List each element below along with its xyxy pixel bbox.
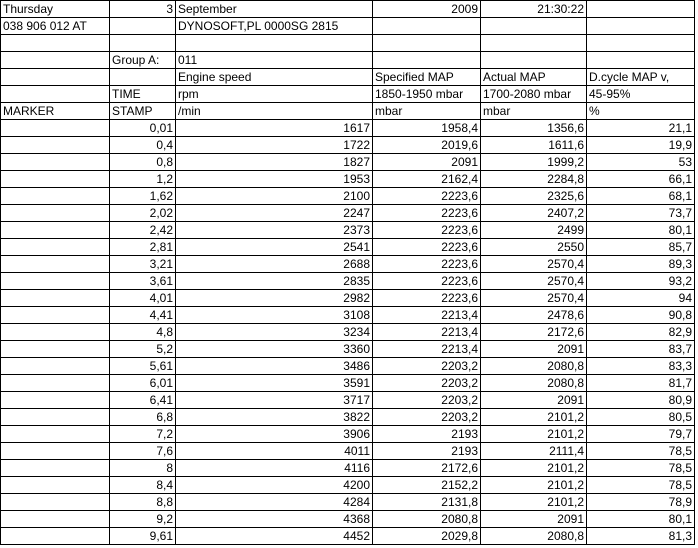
engine-speed-cell[interactable]: 1617 bbox=[176, 120, 373, 137]
mbar-unit-cell[interactable]: mbar bbox=[373, 103, 481, 120]
actual-map-cell[interactable]: 2091 bbox=[481, 341, 587, 358]
actual-map-cell[interactable]: 2101,2 bbox=[481, 460, 587, 477]
engine-speed-cell[interactable]: 2100 bbox=[176, 188, 373, 205]
specified-map-cell[interactable]: 2203,2 bbox=[373, 375, 481, 392]
time-stamp-cell[interactable]: 7,6 bbox=[110, 443, 176, 460]
actual-range-cell[interactable]: 1700-2080 mbar bbox=[481, 86, 587, 103]
actual-map-cell[interactable]: 2101,2 bbox=[481, 494, 587, 511]
group-row bbox=[1, 52, 695, 69]
marker-cell[interactable] bbox=[1, 273, 110, 290]
column-header-cell[interactable] bbox=[1, 86, 110, 103]
duty-cycle-cell[interactable]: 90,8 bbox=[587, 307, 695, 324]
time-stamp-cell[interactable]: 9,2 bbox=[110, 511, 176, 528]
engine-speed-cell[interactable]: 3486 bbox=[176, 358, 373, 375]
table-row bbox=[1, 205, 695, 222]
engine-speed-cell[interactable]: 2541 bbox=[176, 239, 373, 256]
table-row bbox=[1, 120, 695, 137]
empty-cell[interactable] bbox=[587, 1, 695, 18]
engine-speed-cell[interactable]: 4452 bbox=[176, 528, 373, 545]
empty-cell[interactable] bbox=[373, 52, 481, 69]
specified-map-cell[interactable]: 2019,6 bbox=[373, 137, 481, 154]
specified-map-cell[interactable]: 2080,8 bbox=[373, 511, 481, 528]
specified-map-cell[interactable]: 2213,4 bbox=[373, 307, 481, 324]
specified-map-cell[interactable]: 2213,4 bbox=[373, 324, 481, 341]
engine-speed-cell[interactable]: 1722 bbox=[176, 137, 373, 154]
actual-map-cell[interactable]: 2172,6 bbox=[481, 324, 587, 341]
header-row-part bbox=[1, 18, 695, 35]
time-stamp-cell[interactable]: 2,02 bbox=[110, 205, 176, 222]
table-row bbox=[1, 494, 695, 511]
table-row bbox=[1, 273, 695, 290]
percent-unit-cell[interactable]: % bbox=[587, 103, 695, 120]
marker-cell[interactable] bbox=[1, 409, 110, 426]
actual-map-cell[interactable]: 2111,4 bbox=[481, 443, 587, 460]
per-min-unit-cell[interactable]: /min bbox=[176, 103, 373, 120]
group-label-cell[interactable]: Group A: bbox=[110, 52, 176, 69]
day-cell[interactable]: Thursday bbox=[1, 1, 110, 18]
engine-speed-cell[interactable]: 4200 bbox=[176, 477, 373, 494]
software-cell[interactable]: DYNOSOFT,PL 0000SG 2815 bbox=[176, 18, 373, 35]
table-row bbox=[1, 290, 695, 307]
engine-speed-cell[interactable]: 4284 bbox=[176, 494, 373, 511]
duty-cycle-cell[interactable]: 81,7 bbox=[587, 375, 695, 392]
specified-map-header[interactable]: Specified MAP bbox=[373, 69, 481, 86]
marker-cell[interactable] bbox=[1, 154, 110, 171]
column-header-cell[interactable] bbox=[110, 69, 176, 86]
time-stamp-cell[interactable]: 5,61 bbox=[110, 358, 176, 375]
engine-speed-cell[interactable]: 2247 bbox=[176, 205, 373, 222]
duty-cycle-cell[interactable]: 89,3 bbox=[587, 256, 695, 273]
empty-cell[interactable] bbox=[373, 18, 481, 35]
duty-cycle-cell[interactable]: 68,1 bbox=[587, 188, 695, 205]
empty-cell[interactable] bbox=[373, 35, 481, 52]
specified-map-cell[interactable]: 2223,6 bbox=[373, 205, 481, 222]
time-stamp-cell[interactable]: 5,2 bbox=[110, 341, 176, 358]
empty-cell[interactable] bbox=[587, 35, 695, 52]
table-row bbox=[1, 426, 695, 443]
specified-map-cell[interactable]: 2213,4 bbox=[373, 341, 481, 358]
duty-cycle-cell[interactable]: 80,5 bbox=[587, 409, 695, 426]
empty-cell[interactable] bbox=[481, 35, 587, 52]
engine-speed-cell[interactable]: 3822 bbox=[176, 409, 373, 426]
engine-speed-cell[interactable]: 3108 bbox=[176, 307, 373, 324]
actual-map-cell[interactable]: 1356,6 bbox=[481, 120, 587, 137]
specified-map-cell[interactable]: 2223,6 bbox=[373, 188, 481, 205]
specified-map-cell[interactable]: 2162,4 bbox=[373, 171, 481, 188]
date-num-cell[interactable]: 3 bbox=[110, 1, 176, 18]
marker-cell[interactable] bbox=[1, 188, 110, 205]
empty-cell[interactable] bbox=[1, 35, 110, 52]
duty-cycle-cell[interactable]: 80,1 bbox=[587, 222, 695, 239]
duty-cycle-cell[interactable]: 83,7 bbox=[587, 341, 695, 358]
column-header-row-3 bbox=[1, 103, 695, 120]
actual-map-header[interactable]: Actual MAP bbox=[481, 69, 587, 86]
table-row bbox=[1, 477, 695, 494]
actual-map-cell[interactable]: 2091 bbox=[481, 511, 587, 528]
marker-cell[interactable] bbox=[1, 494, 110, 511]
actual-map-cell[interactable]: 2570,4 bbox=[481, 290, 587, 307]
table-row bbox=[1, 222, 695, 239]
specified-map-cell[interactable]: 2223,6 bbox=[373, 222, 481, 239]
actual-map-cell[interactable]: 2080,8 bbox=[481, 528, 587, 545]
empty-cell[interactable] bbox=[481, 18, 587, 35]
table-row bbox=[1, 188, 695, 205]
sheet-body bbox=[1, 1, 695, 545]
actual-map-cell[interactable]: 2325,6 bbox=[481, 188, 587, 205]
engine-speed-cell[interactable]: 1953 bbox=[176, 171, 373, 188]
column-header-row-2 bbox=[1, 86, 695, 103]
specified-map-cell[interactable]: 2203,2 bbox=[373, 409, 481, 426]
engine-speed-cell[interactable]: 2835 bbox=[176, 273, 373, 290]
table-row bbox=[1, 375, 695, 392]
marker-cell[interactable] bbox=[1, 137, 110, 154]
time-stamp-cell[interactable]: 3,61 bbox=[110, 273, 176, 290]
column-header-row-1 bbox=[1, 69, 695, 86]
actual-map-cell[interactable]: 2091 bbox=[481, 392, 587, 409]
marker-cell[interactable] bbox=[1, 307, 110, 324]
time-header[interactable]: TIME bbox=[110, 86, 176, 103]
actual-map-cell[interactable]: 2499 bbox=[481, 222, 587, 239]
engine-speed-cell[interactable]: 2982 bbox=[176, 290, 373, 307]
duty-cycle-cell[interactable]: 78,5 bbox=[587, 443, 695, 460]
duty-cycle-cell[interactable]: 53 bbox=[587, 154, 695, 171]
actual-map-cell[interactable]: 2550 bbox=[481, 239, 587, 256]
blank-row bbox=[1, 35, 695, 52]
duty-cycle-header[interactable]: D.cycle MAP v, bbox=[587, 69, 695, 86]
stamp-header[interactable]: STAMP bbox=[110, 103, 176, 120]
marker-cell[interactable] bbox=[1, 460, 110, 477]
empty-cell[interactable] bbox=[110, 18, 176, 35]
duty-cycle-cell[interactable]: 78,5 bbox=[587, 477, 695, 494]
time-stamp-cell[interactable]: 8,8 bbox=[110, 494, 176, 511]
actual-map-cell[interactable]: 2478,6 bbox=[481, 307, 587, 324]
engine-speed-cell[interactable]: 3906 bbox=[176, 426, 373, 443]
specified-map-cell[interactable]: 2091 bbox=[373, 154, 481, 171]
time-stamp-cell[interactable]: 3,21 bbox=[110, 256, 176, 273]
actual-map-cell[interactable]: 1999,2 bbox=[481, 154, 587, 171]
marker-cell[interactable] bbox=[1, 375, 110, 392]
duty-cycle-cell[interactable]: 85,7 bbox=[587, 239, 695, 256]
actual-map-cell[interactable]: 2080,8 bbox=[481, 375, 587, 392]
time-stamp-cell[interactable]: 4,01 bbox=[110, 290, 176, 307]
marker-cell[interactable] bbox=[1, 120, 110, 137]
marker-cell[interactable] bbox=[1, 341, 110, 358]
marker-cell[interactable] bbox=[1, 511, 110, 528]
empty-cell[interactable] bbox=[481, 52, 587, 69]
specified-map-cell[interactable]: 2223,6 bbox=[373, 273, 481, 290]
specified-range-cell[interactable]: 1850-1950 mbar bbox=[373, 86, 481, 103]
time-stamp-cell[interactable]: 1,62 bbox=[110, 188, 176, 205]
specified-map-cell[interactable]: 2223,6 bbox=[373, 290, 481, 307]
time-stamp-cell[interactable]: 6,41 bbox=[110, 392, 176, 409]
table-row bbox=[1, 256, 695, 273]
actual-map-cell[interactable]: 2407,2 bbox=[481, 205, 587, 222]
marker-cell[interactable] bbox=[1, 324, 110, 341]
engine-speed-cell[interactable]: 3717 bbox=[176, 392, 373, 409]
duty-cycle-cell[interactable]: 83,3 bbox=[587, 358, 695, 375]
specified-map-cell[interactable]: 2193 bbox=[373, 443, 481, 460]
duty-cycle-cell[interactable]: 80,1 bbox=[587, 511, 695, 528]
table-row bbox=[1, 324, 695, 341]
actual-map-cell[interactable]: 1611,6 bbox=[481, 137, 587, 154]
actual-map-cell[interactable]: 2284,8 bbox=[481, 171, 587, 188]
time-cell[interactable]: 21:30:22 bbox=[481, 1, 587, 18]
table-row bbox=[1, 307, 695, 324]
duty-cycle-cell[interactable]: 79,7 bbox=[587, 426, 695, 443]
duty-cycle-cell[interactable]: 80,9 bbox=[587, 392, 695, 409]
specified-map-cell[interactable]: 2223,6 bbox=[373, 256, 481, 273]
specified-map-cell[interactable]: 2152,2 bbox=[373, 477, 481, 494]
marker-cell[interactable] bbox=[1, 171, 110, 188]
engine-speed-cell[interactable]: 4116 bbox=[176, 460, 373, 477]
duty-cycle-cell[interactable]: 19,9 bbox=[587, 137, 695, 154]
engine-speed-cell[interactable]: 2688 bbox=[176, 256, 373, 273]
marker-cell[interactable] bbox=[1, 205, 110, 222]
time-stamp-cell[interactable]: 4,8 bbox=[110, 324, 176, 341]
header-row-date bbox=[1, 1, 695, 18]
specified-map-cell[interactable]: 2131,8 bbox=[373, 494, 481, 511]
actual-map-cell[interactable]: 2101,2 bbox=[481, 426, 587, 443]
duty-cycle-cell[interactable]: 82,9 bbox=[587, 324, 695, 341]
specified-map-cell[interactable]: 2193 bbox=[373, 426, 481, 443]
marker-cell[interactable] bbox=[1, 392, 110, 409]
duty-cycle-cell[interactable]: 81,3 bbox=[587, 528, 695, 545]
marker-cell[interactable] bbox=[1, 290, 110, 307]
table-row bbox=[1, 409, 695, 426]
column-header-cell[interactable] bbox=[1, 69, 110, 86]
duty-cycle-cell[interactable]: 94 bbox=[587, 290, 695, 307]
engine-speed-cell[interactable]: 1827 bbox=[176, 154, 373, 171]
empty-cell[interactable] bbox=[587, 18, 695, 35]
empty-cell[interactable] bbox=[110, 35, 176, 52]
table-row bbox=[1, 443, 695, 460]
time-stamp-cell[interactable]: 9,61 bbox=[110, 528, 176, 545]
time-stamp-cell[interactable]: 8 bbox=[110, 460, 176, 477]
empty-cell[interactable] bbox=[176, 35, 373, 52]
specified-map-cell[interactable]: 2203,2 bbox=[373, 392, 481, 409]
engine-speed-cell[interactable]: 3360 bbox=[176, 341, 373, 358]
group-value-cell[interactable]: 011 bbox=[176, 52, 373, 69]
table-row bbox=[1, 137, 695, 154]
time-stamp-cell[interactable]: 2,42 bbox=[110, 222, 176, 239]
empty-cell[interactable] bbox=[1, 52, 110, 69]
marker-cell[interactable] bbox=[1, 256, 110, 273]
table-row bbox=[1, 239, 695, 256]
time-stamp-cell[interactable]: 0,4 bbox=[110, 137, 176, 154]
engine-speed-cell[interactable]: 4368 bbox=[176, 511, 373, 528]
specified-map-cell[interactable]: 2223,6 bbox=[373, 239, 481, 256]
table-row bbox=[1, 154, 695, 171]
marker-cell[interactable] bbox=[1, 426, 110, 443]
month-cell[interactable]: September bbox=[176, 1, 373, 18]
time-stamp-cell[interactable]: 2,81 bbox=[110, 239, 176, 256]
duty-range-cell[interactable]: 45-95% bbox=[587, 86, 695, 103]
part-number-cell[interactable]: 038 906 012 AT bbox=[1, 18, 110, 35]
marker-cell[interactable] bbox=[1, 239, 110, 256]
specified-map-cell[interactable]: 2029,8 bbox=[373, 528, 481, 545]
engine-speed-cell[interactable]: 4011 bbox=[176, 443, 373, 460]
marker-header[interactable]: MARKER bbox=[1, 103, 110, 120]
rpm-unit-cell[interactable]: rpm bbox=[176, 86, 373, 103]
marker-cell[interactable] bbox=[1, 443, 110, 460]
specified-map-cell[interactable]: 1958,4 bbox=[373, 120, 481, 137]
engine-speed-header[interactable]: Engine speed bbox=[176, 69, 373, 86]
table-row bbox=[1, 171, 695, 188]
marker-cell[interactable] bbox=[1, 528, 110, 545]
actual-map-cell[interactable]: 2570,4 bbox=[481, 273, 587, 290]
time-stamp-cell[interactable]: 0,01 bbox=[110, 120, 176, 137]
table-row bbox=[1, 358, 695, 375]
time-stamp-cell[interactable]: 1,2 bbox=[110, 171, 176, 188]
duty-cycle-cell[interactable]: 78,5 bbox=[587, 460, 695, 477]
table-row bbox=[1, 528, 695, 545]
duty-cycle-cell[interactable]: 93,2 bbox=[587, 273, 695, 290]
duty-cycle-cell[interactable]: 78,9 bbox=[587, 494, 695, 511]
actual-map-cell[interactable]: 2101,2 bbox=[481, 409, 587, 426]
time-stamp-cell[interactable]: 4,41 bbox=[110, 307, 176, 324]
engine-speed-cell[interactable]: 3234 bbox=[176, 324, 373, 341]
actual-map-cell[interactable]: 2101,2 bbox=[481, 477, 587, 494]
engine-speed-cell[interactable]: 2373 bbox=[176, 222, 373, 239]
table-row bbox=[1, 511, 695, 528]
marker-cell[interactable] bbox=[1, 477, 110, 494]
actual-map-cell[interactable]: 2570,4 bbox=[481, 256, 587, 273]
table-row bbox=[1, 341, 695, 358]
table-row bbox=[1, 392, 695, 409]
mbar-unit-cell[interactable]: mbar bbox=[481, 103, 587, 120]
marker-cell[interactable] bbox=[1, 222, 110, 239]
empty-cell[interactable] bbox=[587, 52, 695, 69]
time-stamp-cell[interactable]: 6,8 bbox=[110, 409, 176, 426]
table-row bbox=[1, 460, 695, 477]
duty-cycle-cell[interactable]: 73,7 bbox=[587, 205, 695, 222]
specified-map-cell[interactable]: 2203,2 bbox=[373, 358, 481, 375]
engine-speed-cell[interactable]: 3591 bbox=[176, 375, 373, 392]
time-stamp-cell[interactable]: 7,2 bbox=[110, 426, 176, 443]
duty-cycle-cell[interactable]: 66,1 bbox=[587, 171, 695, 188]
time-stamp-cell[interactable]: 0,8 bbox=[110, 154, 176, 171]
specified-map-cell[interactable]: 2172,6 bbox=[373, 460, 481, 477]
duty-cycle-cell[interactable]: 21,1 bbox=[587, 120, 695, 137]
actual-map-cell[interactable]: 2080,8 bbox=[481, 358, 587, 375]
marker-cell[interactable] bbox=[1, 358, 110, 375]
time-stamp-cell[interactable]: 8,4 bbox=[110, 477, 176, 494]
year-cell[interactable]: 2009 bbox=[373, 1, 481, 18]
time-stamp-cell[interactable]: 6,01 bbox=[110, 375, 176, 392]
